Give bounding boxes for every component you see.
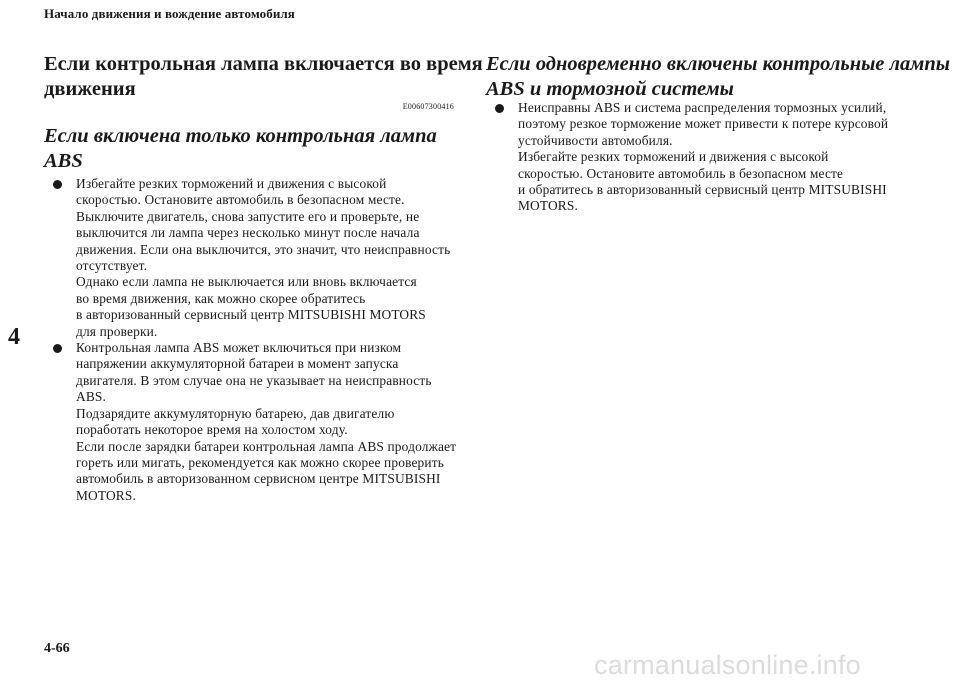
text-line: Избегайте резких торможений и движения с высокой	[518, 149, 829, 165]
text-line: автомобиль в авторизованном сервисном центре MITSUBISHI	[76, 471, 441, 487]
list-item	[44, 340, 457, 504]
text-line: скоростью. Остановите автомобиль в безопасном месте	[518, 165, 844, 181]
bullet-icon	[53, 344, 62, 353]
text-line: устойчивости автомобиля.	[518, 132, 673, 148]
text-line: Избегайте резких торможений и движения с высокой	[76, 176, 387, 191]
text-line: двигателя. В этом случае она не указывает на неисправность	[76, 372, 432, 388]
text-line: скоростью. Остановите автомобиль в безопасном месте.	[76, 192, 405, 208]
list-item	[44, 176, 454, 340]
text-line: Однако если лампа не выключается или вновь включается	[76, 274, 417, 290]
text-line: ABS.	[76, 389, 106, 405]
text-line: выключится ли лампа через несколько минут после начала	[76, 225, 420, 241]
text-line: Если после зарядки батареи контрольная лампа ABS продолжает	[76, 438, 457, 454]
bullet-icon	[53, 180, 62, 189]
text-line: MOTORS.	[76, 487, 136, 503]
section-title-line: Если контрольная лампа включается во время	[44, 53, 483, 75]
subsection-title-line: Если одновременно включены контрольные лампы	[486, 53, 950, 75]
subsection-title-abs-brake	[486, 52, 950, 102]
bullet-icon	[495, 104, 504, 113]
text-line: отсутствует.	[76, 258, 148, 274]
chapter-tab: 4	[8, 324, 20, 350]
section-title-line: движения	[44, 78, 136, 100]
text-line: и обратитесь в авторизованный сервисный центр MITSUBISHI	[518, 182, 887, 198]
watermark-text: carmanualsonline.info	[594, 650, 861, 680]
subsection-title-abs: Если включена только контрольная лампа ABS	[44, 125, 437, 172]
text-line: гореть или мигать, рекомендуется как можно скорее проверить	[76, 454, 444, 470]
running-header: Начало движения и вождение автомобиля	[44, 6, 295, 21]
subsection-title-line: ABS и тормозной системы	[486, 78, 734, 100]
text-line: поработать некоторое время на холостом ходу.	[76, 422, 348, 438]
text-line: MOTORS.	[518, 198, 578, 214]
left-column	[44, 52, 483, 504]
section-code: E00607300416	[402, 102, 454, 111]
section-title	[44, 52, 483, 102]
text-line: во время движения, как можно скорее обратитесь	[76, 290, 366, 306]
text-line: для проверки.	[76, 323, 158, 339]
text-line: напряжении аккумуляторной батареи в момент запуска	[76, 356, 399, 372]
text-line: Контрольная лампа ABS может включиться при низком	[76, 340, 402, 356]
text-line: в авторизованный сервисный центр MITSUBISHI MOTORS	[76, 307, 426, 323]
text-line: Неисправны ABS и система распределения тормозных усилий,	[518, 100, 887, 115]
right-column	[486, 52, 950, 215]
bullet-list	[44, 176, 457, 504]
text-line: Выключите двигатель, снова запустите его и проверьте, не	[76, 208, 420, 224]
text-line: движения. Если она выключится, это значит, что неисправность	[76, 241, 451, 257]
bullet-list	[486, 100, 896, 215]
list-item	[486, 100, 896, 215]
text-line: поэтому резкое торможение может привести к потере курсовой	[518, 116, 889, 132]
page-number: 4-66	[44, 641, 70, 656]
text-line: Подзарядите аккумуляторную батарею, дав двигателю	[76, 405, 395, 421]
